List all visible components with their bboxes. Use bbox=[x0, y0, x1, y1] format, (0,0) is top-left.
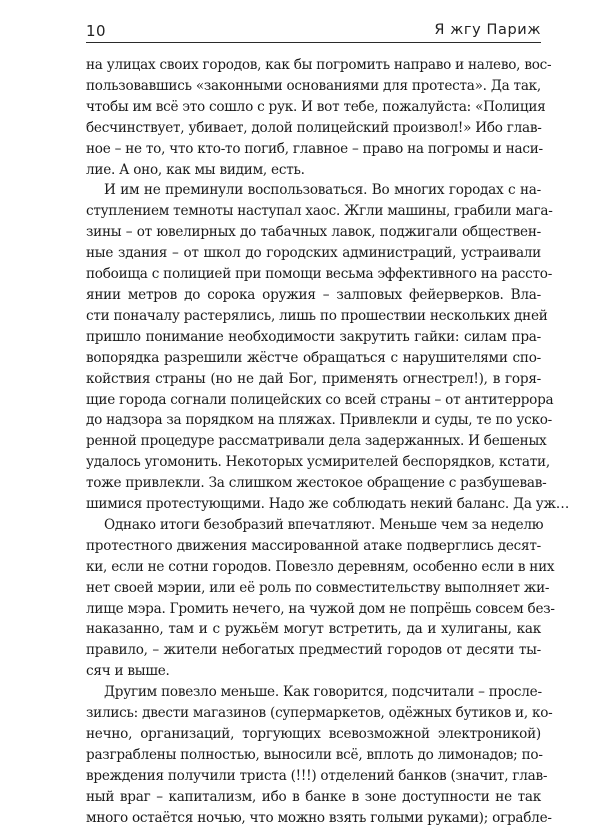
paragraph bbox=[86, 180, 570, 515]
text-line: ный враг – капитализм, ибо в банке в зоне доступности не так bbox=[86, 788, 541, 805]
text-line: до надзора за порядком на пляжах. Привлекли и суды, те по уско- bbox=[86, 412, 552, 429]
text-line: нет своей мэрии, или её роль по совместительству выполняет жи- bbox=[86, 579, 550, 596]
text-line: ные здания – от школ до городских администраций, устраивали bbox=[86, 245, 541, 262]
text-line: тоже привлекли. За слишком жестокое обращение с разбушевав- bbox=[86, 475, 547, 492]
text-line: сти поначалу растерялись, лишь по прошествии нескольких дней bbox=[86, 307, 548, 324]
text-line: ки, если не сотни городов. Повезло деревням, особенно если в них bbox=[86, 558, 555, 575]
text-line: Однако итоги безобразий впечатляют. Меньше чем за неделю bbox=[104, 516, 544, 533]
text-line: лище мэра. Громить нечего, на чужой дом не попрёшь совсем без- bbox=[86, 600, 555, 617]
text-line: зились: двести магазинов (супермаркетов, одёжных бутиков и, ко- bbox=[86, 705, 553, 722]
text-line: шимися протестующими. Надо же соблюдать некий баланс. Да уж… bbox=[86, 496, 570, 513]
running-title: Я жгу Париж bbox=[434, 22, 541, 38]
text-line: ступлением темноты наступал хаос. Жгли машины, грабили мага- bbox=[86, 203, 553, 220]
text-line: чтобы им всё это сошло с рук. И вот тебе, пожалуйста: «Полиция bbox=[86, 98, 546, 115]
text-line: пришло понимание необходимости закрутить гайки: силам пра- bbox=[86, 328, 541, 345]
text-line: много остаётся ночью, что можно взять голыми руками); ограбле- bbox=[86, 809, 552, 826]
paragraph bbox=[86, 682, 553, 828]
text-line: сяч и выше. bbox=[86, 663, 170, 680]
text-line: янии метров до сорока оружия – залповых фейерверков. Вла- bbox=[86, 286, 541, 303]
text-line: ренной процедуре рассматривали дела задержанных. И бешеных bbox=[86, 433, 547, 450]
text-line: нечно, организаций, торгующих всевозможной электроникой) bbox=[86, 726, 541, 742]
paragraph bbox=[86, 515, 555, 682]
text-line: койствия страны (но не дай Бог, применять огнестрел!), в горя- bbox=[86, 370, 541, 387]
page-header bbox=[86, 22, 541, 43]
text-line: удалось угомонить. Некоторых усмирителей беспорядков, кстати, bbox=[86, 454, 550, 471]
body-text bbox=[86, 55, 570, 829]
text-line: бесчинствует, убивает, долой полицейский произвол!» Ибо глав- bbox=[86, 119, 542, 136]
text-line: ное – не то, что кто-то погиб, главное – право на погромы и наси- bbox=[86, 140, 543, 157]
text-line: зины – от ювелирных до табачных лавок, поджигали обществен- bbox=[86, 224, 541, 241]
text-line: лие. А оно, как мы видим, есть. bbox=[86, 161, 305, 178]
text-line: вреждения получили триста (!!!) отделений банков (значит, глав- bbox=[86, 767, 548, 784]
text-line: разграблены полностью, выносили всё, вплоть до лимонадов; по- bbox=[86, 746, 543, 763]
text-line: Другим повезло меньше. Как говорится, подсчитали – просле- bbox=[104, 684, 542, 701]
text-line: побоища с полицией при помощи весьма эффективного на рассто- bbox=[86, 266, 553, 283]
page-number: 10 bbox=[86, 22, 107, 40]
text-line: И им не преминули воспользоваться. Во многих городах с на- bbox=[104, 182, 541, 199]
text-line: щие города согнали полицейских со всей страны – от антитеррора bbox=[86, 391, 554, 408]
text-line: правило, – жители небогатых предместий городов от десяти ты- bbox=[86, 642, 541, 659]
text-line: вопорядка разрешили жёстче обращаться с нарушителями спо- bbox=[86, 349, 541, 366]
text-line: на улицах своих городов, как бы погромить направо и налево, вос- bbox=[86, 57, 552, 73]
text-line: пользовавшись «законными основаниями для протеста». Да так, bbox=[86, 77, 541, 94]
paragraph bbox=[86, 55, 552, 180]
text-line: протестного движения массированной атаке подверглись десят- bbox=[86, 537, 541, 554]
text-line: наказанно, там и с ружьём могут встретить, да и хулиганы, как bbox=[86, 621, 541, 638]
